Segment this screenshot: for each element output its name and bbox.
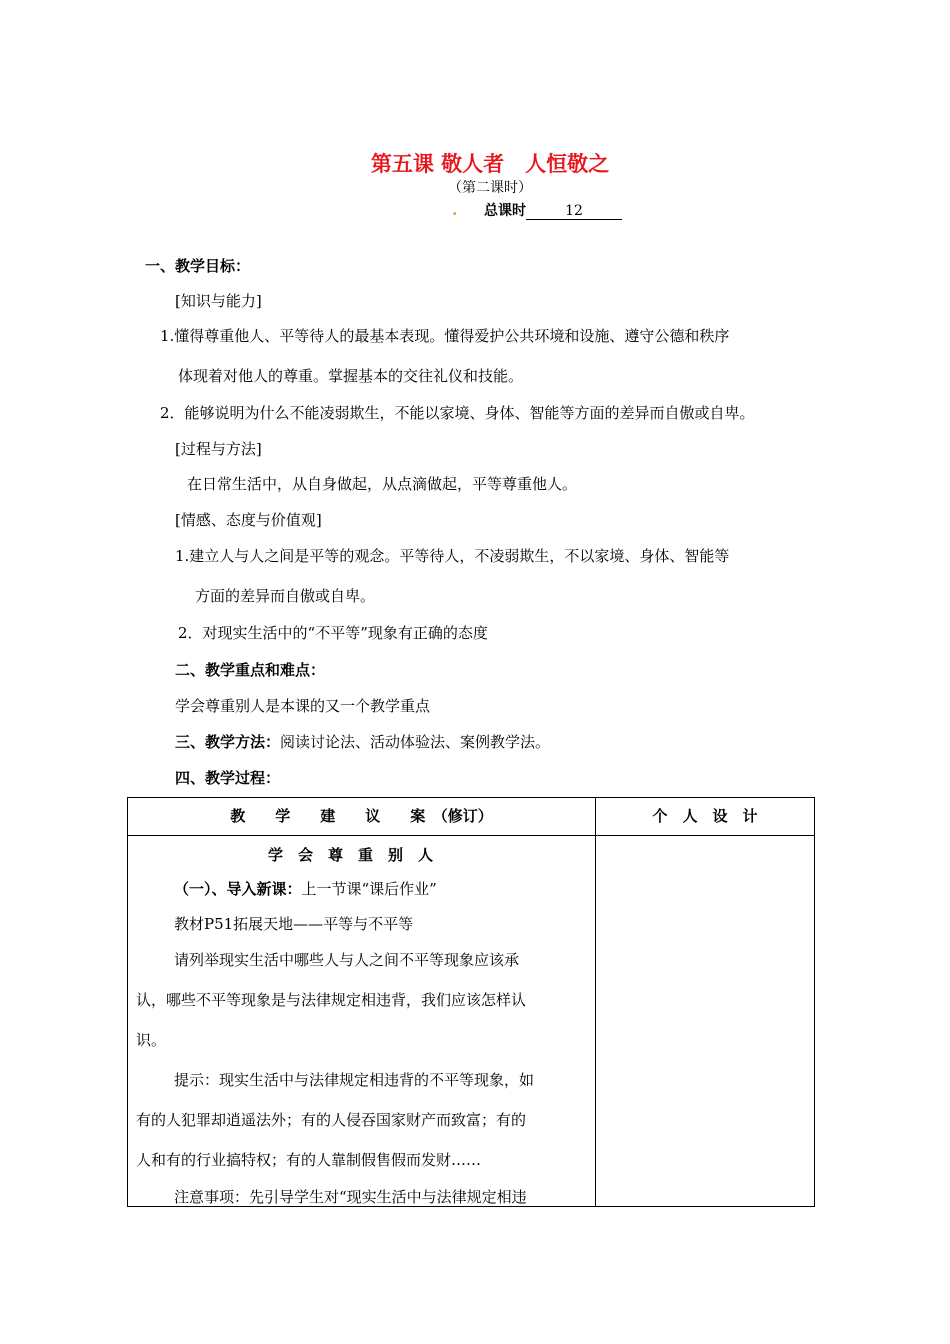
table-header-row <box>128 798 815 836</box>
cell-line-hint1: 提示：现实生活中与法律规定相违背的不平等现象，如 <box>174 1071 535 1089</box>
cell-line-q1: 请列举现实生活中哪些人与人之间不平等现象应该承 <box>174 951 520 969</box>
knowledge-item-1b: 体现着对他人的尊重。掌握基本的交往礼仪和技能。 <box>178 367 524 385</box>
cell-line-hint3: 人和有的行业搞特权；有的人靠制假售假而发财…… <box>136 1151 482 1169</box>
suggestion-cell <box>128 836 596 1207</box>
personal-design-cell[interactable] <box>596 836 815 1207</box>
section-1-title: 一、教学目标： <box>145 257 251 275</box>
knowledge-item-1a: 1.懂得尊重他人、平等待人的最基本表现。懂得爱护公共环境和设施、遵守公德和秩序 <box>160 327 730 345</box>
section-2-body: 学会尊重别人是本课的又一个教学重点 <box>175 697 431 715</box>
table-row <box>128 836 815 1207</box>
knowledge-item-2: 2．能够说明为什么不能凌弱欺生，不能以家境、身体、智能等方面的差异而自傲或自卑。 <box>160 404 755 422</box>
cell-line-textbook: 教材P51拓展天地——平等与不平等 <box>174 915 414 933</box>
cell-section-title: 学 会 尊 重 别 人 <box>268 846 434 864</box>
emotion-item-1b: 方面的差异而自傲或自卑。 <box>195 587 376 605</box>
cell-line-q2: 认，哪些不平等现象是与法律规定相违背，我们应该怎样认 <box>136 991 527 1009</box>
col-header-suggestion: 教 学 建 议 案 （修订） <box>128 798 596 836</box>
emotion-heading: [情感、态度与价值观] <box>175 511 322 529</box>
emotion-item-1a: 1.建立人与人之间是平等的观念。平等待人，不凌弱欺生，不以家境、身体、智能等 <box>175 547 730 565</box>
total-hours <box>484 200 622 220</box>
process-heading: [过程与方法] <box>175 440 262 458</box>
cell-line-q3: 识。 <box>136 1031 167 1049</box>
process-item-1: 在日常生活中，从自身做起，从点滴做起，平等尊重他人。 <box>187 475 578 493</box>
emotion-item-2: 2．对现实生活中的“不平等”现象有正确的态度 <box>178 624 488 642</box>
total-hours-value: 12 <box>526 203 622 220</box>
bullet-dot-icon: . <box>452 200 458 219</box>
cell-intro-rest: 上一节课“课后作业” <box>301 880 437 898</box>
total-hours-label: 总课时 <box>484 203 526 219</box>
lesson-plan-table <box>127 797 815 1207</box>
lesson-title: 第五课 敬人者 人恒敬之 <box>370 152 610 176</box>
cell-intro-bold: （一）、导入新课： <box>174 880 302 898</box>
cell-line-note: 注意事项：先引导学生对“现实生活中与法律规定相违 <box>174 1188 527 1206</box>
section-4-title: 四、教学过程： <box>175 769 281 787</box>
cell-line-hint2: 有的人犯罪却逍遥法外；有的人侵吞国家财产而致富；有的 <box>136 1111 527 1129</box>
cell-intro <box>174 878 437 899</box>
col-header-personal: 个 人 设 计 <box>596 798 815 836</box>
section-3 <box>175 731 550 752</box>
section-3-body: 阅读讨论法、活动体验法、案例教学法。 <box>280 733 551 751</box>
knowledge-heading: [知识与能力] <box>175 292 262 310</box>
section-2-title: 二、教学重点和难点： <box>175 661 326 679</box>
section-3-title: 三、教学方法： <box>175 733 281 751</box>
lesson-subtitle: （第二课时） <box>448 180 532 196</box>
